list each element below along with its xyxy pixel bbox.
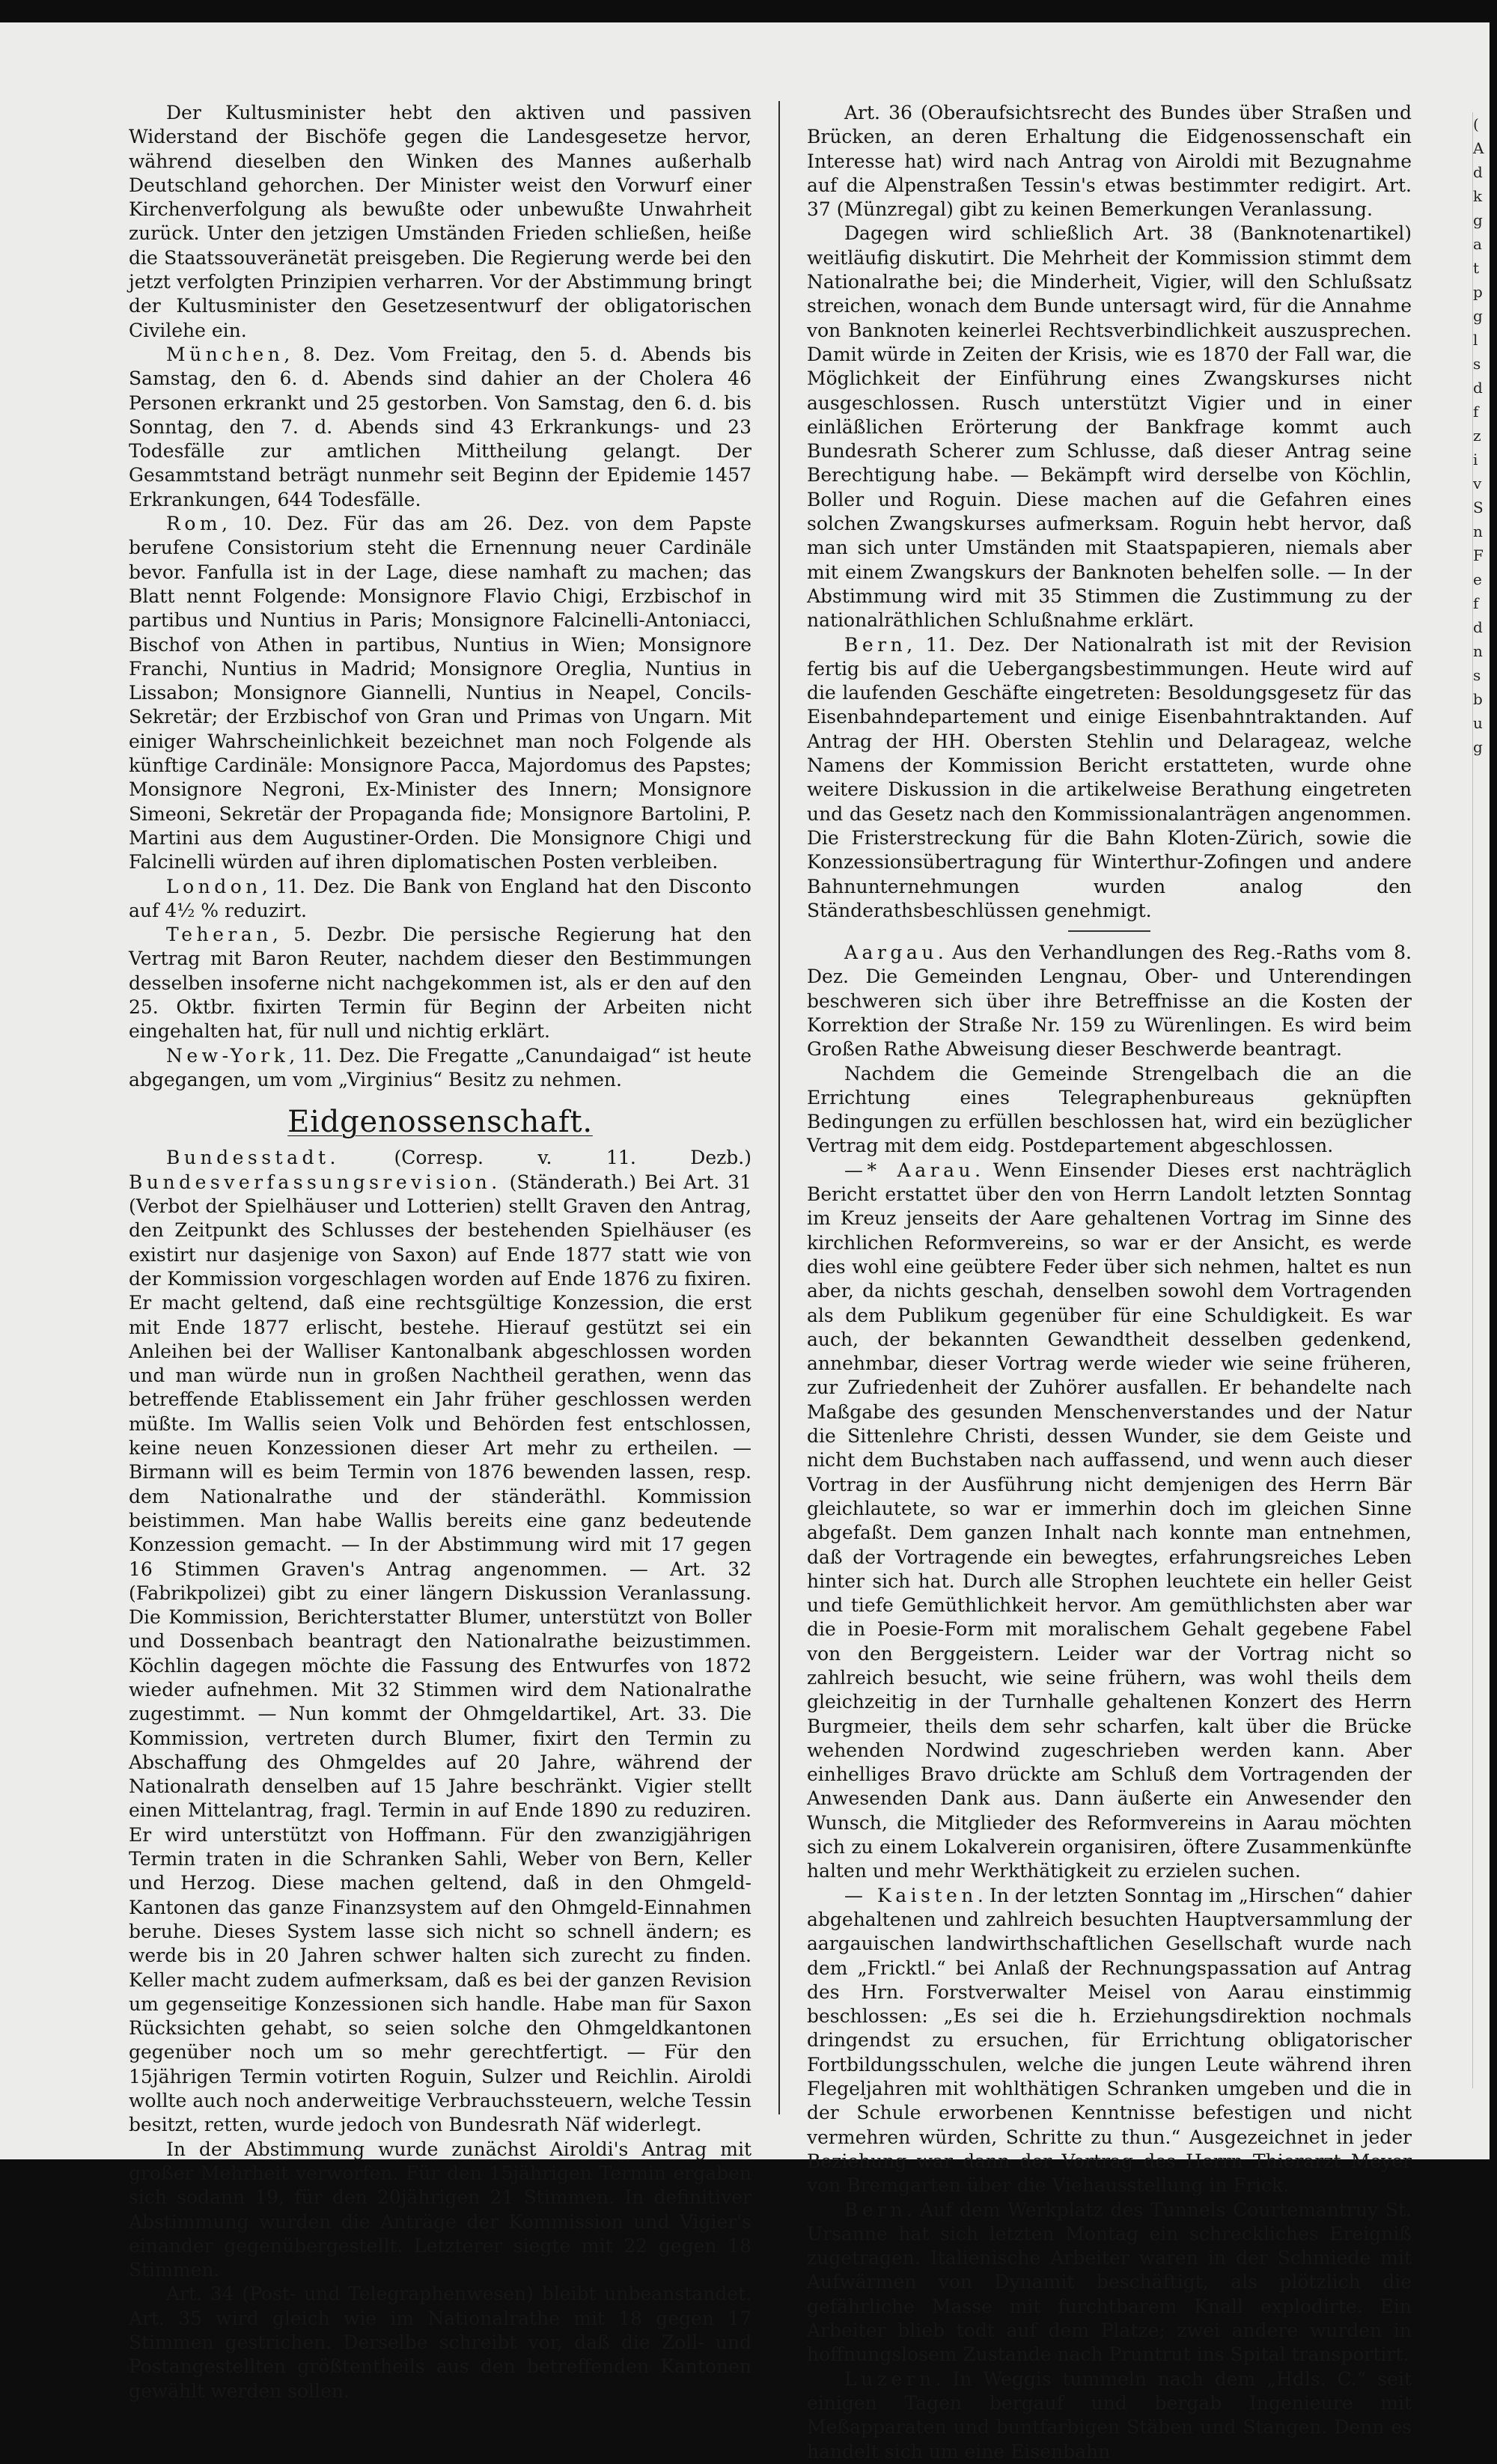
section-divider [1068,930,1150,932]
article-london [129,875,751,924]
article-art-34: Art. 34 (Post- und Telegraphenwesen) bleibt unbeanstandet. Art. 35 wird gleich wie im Nationalrathe mit 18 gegen 17 Stimmen gestrichen. Derselbe schreibt vor, daß die Zoll- und Postangestellten größtentheils aus den betreffenden Kantonen gewählt werden sollen. [129,2283,751,2402]
dateline-place: Bern [844,2198,907,2221]
dateline-place: Bern [844,633,907,656]
dateline-place: — Kaisten [844,1884,978,1906]
article-text: , 11. Dez. Die Fregatte „Canundaigad“ ist heute abgegangen, um vom „Virginius“ Besitz zu nehmen. [129,1044,751,1091]
newspaper-page [0,22,1490,2463]
dateline-place: New-York [166,1044,290,1067]
article-subject: Bundesverfassungsrevision. [129,1171,501,1193]
article-rom [129,512,751,874]
article-kultusminister: Der Kultusminister hebt den aktiven und passiven Widerstand der Bischöfe gegen die Landesgesetze hervor, während dieselben den Winken des Mannes außerhalb Deutschland gehorchen. Der Minister weist den Vorwurf einer Kirchenverfolgung als bewußte oder unbewußte Unwahrheit zurück. Unter den jetzigen Umständen Frieden schließen, heiße die Staatssouveränetät preisgeben. Die Regierung werde bei den jetzt verfolgten Prinzipien verharren. Vor der Abstimmung bringt der Kultusminister den Gesetzesentwurf der obligatorischen Civilehe ein. [129,102,751,341]
article-strengelbach: Nachdem die Gemeinde Strengelbach die an die Errichtung eines Telegraphenbureaus geknüpften Bedingungen zu erfüllen beschlossen hat, wird ein bezüglicher Vertrag mit dem eidg. Postdepartement abgeschlossen. [807,1062,1412,1157]
dateline-place: —* Aarau [844,1159,975,1181]
article-text: , 10. Dez. Für das am 26. Dez. von dem Papste berufene Consistorium steht die Ernennung neuer Cardinäle bevor. Fanfulla ist in der Lage, diese namhaft zu machen; das Blatt nennt Folgende: Monsignore Flavio Chigi, Erzbischof in partibus und Nuntius in Paris; Monsignore Falcinelli-Antoniacci, Bischof von Athen in partibus, Nuntius in Wien; Monsignore Franchi, Nuntius in Madrid; Monsignore Oreglia, Nuntius in Lissabon; Monsignore Giannelli, Nuntius in Neapel, Concils-Sekretär; der Erzbischof von Gran und Primas von Ungarn. Mit einiger Wahrscheinlichkeit bezeichnet man noch Folgende als künftige Cardinäle: Monsignore Pacca, Majordomus des Papstes; Monsignore Negroni, Ex-Minister des Innern; Monsignore Simeoni, Sekretär der Propaganda fide; Monsignore Bartolini, P. Martini aus dem Augustiner-Orden. Die Monsignore Chigi und Falcinelli würden auf ihren diplomatischen Posten verbleiben. [129,513,751,873]
article-text: , 11. Dez. Der Nationalrath ist mit der Revision fertig bis auf die Uebergangsbestimmungen. Heute wird auf die laufenden Geschäfte eingetreten: Besoldungsgesetz für das Eisenbahndepartement und einige Eisenbahntraktanden. Auf Antrag der HH. Obersten Stehlin und Delarageaz, welche Namens der Kommission Bericht erstatteten, wurde ohne weitere Diskussion in die artikelweise Berathung eingetreten und das Gesetz nach den Kommissionalanträgen angenommen. Die Fristerstreckung für die Bahn Kloten-Zürich, sowie die Konzessionsübertragung für Winterthur-Zofingen und andere Bahnunternehmungen wurden analog den Ständerathsbeschlüssen genehmigt. [807,633,1412,921]
article-text: (Ständerath.) Bei Art. 31 (Verbot der Spielhäuser und Lotterien) stellt Graven den Antrag, den Zeitpunkt des Schlusses der bestehenden Spielhäuser (es existirt nur dasjenige von Saxon) auf Ende 1877 statt wie von der Kommission vorgeschlagen worden auf Ende 1876 zu fixiren. Er macht geltend, daß eine rechtsgültige Konzession, die erst mit Ende 1877 erlischt, bestehe. Hierauf gestützt sei ein Anleihen bei der Walliser Kantonalbank abgeschlossen worden und man würde nun in großen Nachtheil gerathen, wenn das betreffende Etablissement ein Jahr früher geschlossen werden müßte. Im Wallis seien Volk und Behörden fest entschlossen, keine neuen Konzessionen dieser Art mehr zu ertheilen. — Birmann will es beim Termin von 1876 bewenden lassen, resp. dem Nationalrathe und der ständeräthl. Kommission beistimmen. Man habe Wallis bereits eine ganz bedeutende Konzession gemacht. — In der Abstimmung wird mit 17 gegen 16 Stimmen Graven's Antrag angenommen. — Art. 32 (Fabrikpolizei) gibt zu einer längern Diskussion Veranlassung. Die Kommission, Berichterstatter Blumer, unterstützt von Boller und Dossenbach beantragt den Nationalrathe beizustimmen. Köchlin dagegen möchte die Fassung des Entwurfes von 1872 wieder aufnehmen. Mit 32 Stimmen wird dem Nationalrathe zugestimmt. — Nun kommt der Ohmgeldartikel, Art. 33. Die Kommission, vertreten durch Blumer, fixirt den Termin zu Abschaffung des Ohmgeldes auf 20 Jahre, während der Nationalrath denselben auf 15 Jahre beschränkt. Vigier stellt einen Mittelantrag, fragl. Termin in auf Ende 1890 zu reduziren. Er wird unterstützt von Hoffmann. Für den zwanzigjährigen Termin traten in die Schranken Sahli, Weber von Bern, Keller und Herzog. Diese machen geltend, daß in den Ohmgeld-Kantonen das ganze Finanzsystem auf den Ohmgeld-Einnahmen beruhe. Dieses System lasse sich nicht so schnell ändern; es werde bis in 20 Jahren schwer halten sich zurecht zu finden. Keller macht zudem aufmerksam, daß es bei der ganzen Revision um gegenseitige Konzessionen sich handle. Habe man für Saxon Rücksichten gehabt, so seien solche den Ohmgeldkantonen gegenüber noch um so mehr gerechtfertigt. — Für den 15jährigen Termin votirten Roguin, Sulzer und Reichlin. Airoldi wollte auch noch anderweitige Verbrauchssteuern, welche Tessin besitzt, retten, wurde jedoch von Bundesrath Näf widerlegt. [129,1171,751,2136]
article-text: . Aus den Verhandlungen des Reg.-Raths vom 8. Dez. Die Gemeinden Lengnau, Ober- und Unterendingen beschweren sich über ihre Betreffnisse an die Kosten der Korrektion der Straße Nr. 159 zu Würenlingen. Es wird beim Großen Rathe Abweisung dieser Beschwerde beantragt. [807,942,1412,1061]
right-column [807,101,1412,2463]
article-bundesstadt [129,1146,751,2137]
column-divider [778,101,780,2114]
dateline-place: Bundesstadt. [166,1147,340,1169]
left-column [129,101,751,2402]
dateline-place: Aargau [844,942,938,964]
article-text: . Auf dem Werkplatz des Tunnels Courtemantruy St. Ursanne hat sich letzten Montag ein schreckliches Ereigniß zugetragen. Italienische Arbeiter waren in der Schmiede mit Aufwärmen von Dynamit beschäftigt, als plötzlich die gefährliche Masse mit furchtbarem Knall explodirte. Ein Arbeiter blieb todt auf dem Platze; zwei andere wurden in hoffnungslosem Zustande nach Pruntrut ins Spital transportirt. [807,2198,1412,2366]
article-abstimmung: In der Abstimmung wurde zunächst Airoldi's Antrag mit großer Mehrheit verworfen. Für den 15jährigen Termin ergaben sich sodann 19, für den 20jährigen 21 Stimmen. In definitiver Abstimmung wurden die Anträge der Kommission und Vigier's einander gegenübergestellt. Letzterer siegte mit 22 gegen 18 Stimmen. [129,2138,751,2281]
section-heading: Eidgenossenschaft. [287,1105,593,1140]
dateline-place: Teheran [166,924,272,946]
article-text: . In Weggis tummeln nach dem „Hdls. C.“ seit einigen Tagen bergauf und bergab Ingenieure mit Meßapparaten und buntfarbigen Stäben und Stangen. Denn es handelt sich um eine Eisenbahn [807,2367,1412,2463]
article-text: , 5. Dezbr. Die persische Regierung hat den Vertrag mit Baron Reuter, nachdem dieser den Bestimmungen desselben insoferne nicht nachgekommen ist, als er den auf den 25. Oktbr. fixirten Termin für Beginn der Arbeiten nicht eingehalten hat, für null und nichtig erklärt. [129,924,751,1043]
adjacent-page-edge: ( A d k g a t p g l s d f z i v S n F e f d n s b u g [1472,112,1490,2088]
article-teheran [129,923,751,1043]
dateline-place: Rom [166,513,222,535]
dateline-place: München [166,343,284,365]
article-art-36: Art. 36 (Oberaufsichtsrecht des Bundes über Straßen und Brücken, an deren Erhaltung die Eidgenossenschaft ein Interesse hat) wird nach Antrag von Airoldi mit Bezugnahme auf die Alpenstraßen Tessin's etwas bestimmter redigirt. Art. 37 (Münzregal) gibt zu keinen Bemerkungen Veranlassung. [807,102,1412,221]
article-art-38: Dagegen wird schließlich Art. 38 (Banknotenartikel) weitläufig diskutirt. Die Mehrheit der Kommission stimmt dem Nationalrathe bei; die Minderheit, Vigier, will den Schlußsatz streichen, wonach dem Bunde untersagt wird, für die Annahme von Banknoten keinerlei Rechtsverbindlichkeit auszusprechen. Damit würde in Zeiten der Krisis, wie es 1870 der Fall war, die Möglichkeit der Einführung eines Zwangskurses nicht ausgeschlossen. Rusch unterstützt Vigier und in einer einläßlichen Erörterung der Bankfrage kommt auch Bundesrath Scherer zum Schlusse, daß dieser Antrag seine Berechtigung habe. — Bekämpft wird derselbe von Köchlin, Boller und Roguin. Diese machen auf die Gefahren eines solchen Zwangskurses aufmerksam. Roguin hebt hervor, daß man sich unter Umständen mit Staatspapieren, niemals aber mit einem Zwangskurs der Banknoten behelfen solle. — In der Abstimmung wird mit 35 Stimmen die Zustimmung zu der nationalräthlichen Schlußnahme erklärt. [807,222,1412,632]
article-muenchen [129,343,751,512]
article-aarau [807,1159,1412,1884]
dateline-place: London [166,875,262,897]
article-bern-tunnel [807,2198,1412,2367]
article-luzern [807,2367,1412,2464]
dateline-source: (Corresp. v. 11. Dezb.) [339,1147,751,1169]
article-new-york [129,1044,751,1093]
article-text: , 8. Dez. Vom Freitag, den 5. d. Abends bis Samstag, den 6. d. Abends sind dahier an der Cholera 46 Personen erkrankt und 25 gestorben. Von Samstag, den 6. d. bis Sonntag, den 7. d. Abends sind 43 Erkrankungs- und 23 Todesfälle zur amtlichen Mittheilung gelangt. Der Gesammtstand beträgt nunmehr seit Beginn der Epidemie 1457 Erkrankungen, 644 Todesfälle. [129,343,751,510]
article-text: . In der letzten Sonntag im „Hirschen“ dahier abgehaltenen und zahlreich besuchten Hauptversammlung der aargauischen landwirthschaftlichen Gesellschaft wurde nach dem „Fricktl.“ bei Anlaß der Rechnungspassation auf Antrag des Hrn. Forstverwalter Meisel von Aarau einstimmig beschlossen: „Es sei die h. Erziehungsdirektion nochmals dringendst zu ersuchen, für Errichtung obligatorischer Fortbildungsschulen, welche die jungen Leute während ihren Flegeljahren mit wohlthätigen Schranken umgeben und die in der Schule erworbenen Kenntnisse befestigen und nicht vermehren würden, Schritte zu thun.“ Ausgezeichnet in jeder Beziehung war dann der Vortrag des Herrn Thierarzt Meyer von Bremgarten über die Viehausstellung in Frick. [807,1884,1412,2197]
article-text: . Wenn Einsender Dieses erst nachträglich Bericht erstattet über den von Herrn Landolt letzten Sonntag im Kreuz jenseits der Aare gehaltenen Vortrag im Sinne des kirchlichen Reformvereins, so war er der Ansicht, es werde dies wohl eine geübtere Feder über sich nehmen, haltet es nun aber, da nichts geschah, denselben sowohl dem Vortragenden als dem Publikum gegenüber für eine Schuldigkeit. Es war auch, der bekannten Gewandtheit desselben gedenkend, annehmbar, dieser Vortrag werde wieder wie seine früheren, zur Zufriedenheit der Zuhörer ausfallen. Er behandelte nach Maßgabe des gesunden Menschenverstandes und der Natur die Sittenlehre Christi, dessen Wunder, sie dem Geiste und nicht dem Buchstaben nach auffassend, und wenn auch dieser Vortrag in der Ausführung nicht demjenigen des Herrn Bär gleichlautete, so war er immerhin doch im gleichen Sinne abgefaßt. Dem ganzen Inhalt nach konnte man entnehmen, daß der Vortragende ein bewegtes, erfahrungsreiches Leben hinter sich hat. Durch alle Strophen leuchtete ein heller Geist und tiefe Gemüthlichkeit hervor. Am gemüthlichsten aber war die in Poesie-Form mit moralischem Gehalt gegebene Fabel von den Berggeistern. Leider war der Vortrag nicht so zahlreich besucht, wie seine frühern, was wohl theils dem gleichzeitig in der Turnhalle gehaltenen Konzert des Herrn Burgmeier, theils dem sehr scharfen, kalt über die Brücke wehenden Nordwind zugeschrieben werden kann. Aber einhelliges Bravo drückte am Schluß dem Vortragenden der Anwesenden Dank aus. Dann äußerte ein Anwesender den Wunsch, die Mitglieder des Reformvereins in Aarau möchten sich zu einem Lokalverein organisiren, öftere Zusammenkünfte halten und mehr Werkthätigkeit zu erzielen suchen. [807,1159,1412,1882]
dateline-place: Luzern [844,2367,936,2390]
article-kaisten [807,1884,1412,2198]
article-aargau [807,941,1412,1061]
article-bern-nationalrath [807,633,1412,924]
article-text: , 11. Dez. Die Bank von England hat den Disconto auf 4½ % reduzirt. [129,875,751,921]
